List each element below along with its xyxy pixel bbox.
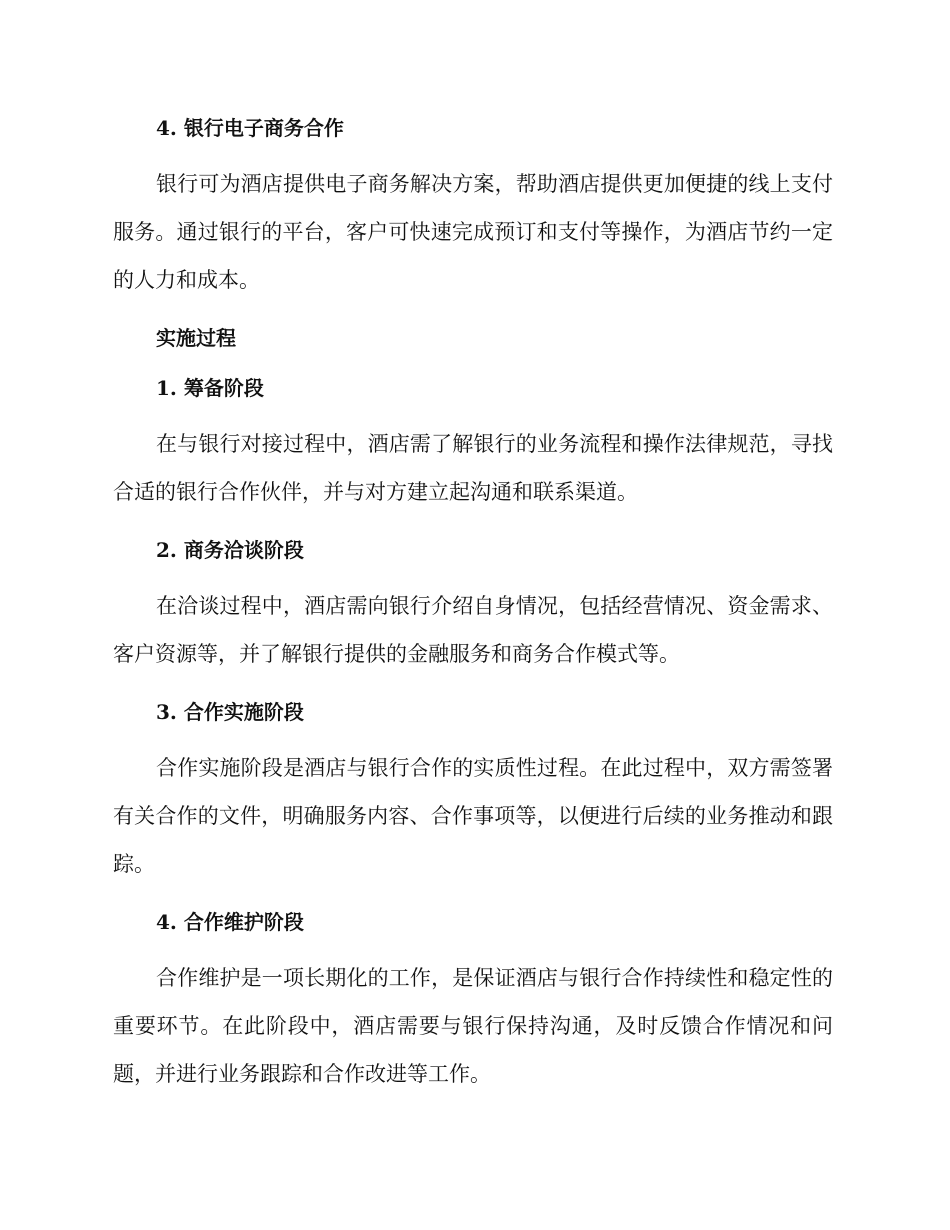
paragraph-negotiation: 在洽谈过程中，酒店需向银行介绍自身情况，包括经营情况、资金需求、客户资源等，并了解银行提供的金融服务和商务合作模式等。 <box>113 594 833 666</box>
stage-heading-negotiation: 2. 商务洽谈阶段 <box>156 538 304 562</box>
paragraph-preparation: 在与银行对接过程中，酒店需了解银行的业务流程和操作法律规范，寻找合适的银行合作伙伴，并与对方建立起沟通和联系渠道。 <box>113 432 833 504</box>
stage-heading-preparation: 1. 筹备阶段 <box>156 376 264 400</box>
document-body <box>113 110 833 1098</box>
paragraph-maintenance: 合作维护是一项长期化的工作，是保证酒店与银行合作持续性和稳定性的重要环节。在此阶段中，酒店需要与银行保持沟通，及时反馈合作情况和问题，并进行业务跟踪和合作改进等工作。 <box>113 966 833 1086</box>
stage-heading-implementation: 3. 合作实施阶段 <box>156 700 304 724</box>
stage-heading-maintenance: 4. 合作维护阶段 <box>156 910 304 934</box>
paragraph-implementation: 合作实施阶段是酒店与银行合作的实质性过程。在此过程中，双方需签署有关合作的文件，明确服务内容、合作事项等，以便进行后续的业务推动和跟踪。 <box>113 756 833 876</box>
section-heading-implementation: 实施过程 <box>156 326 236 350</box>
section-heading-ecommerce: 4. 银行电子商务合作 <box>156 116 344 140</box>
paragraph-ecommerce: 银行可为酒店提供电子商务解决方案，帮助酒店提供更加便捷的线上支付服务。通过银行的平台，客户可快速完成预订和支付等操作，为酒店节约一定的人力和成本。 <box>113 172 833 292</box>
